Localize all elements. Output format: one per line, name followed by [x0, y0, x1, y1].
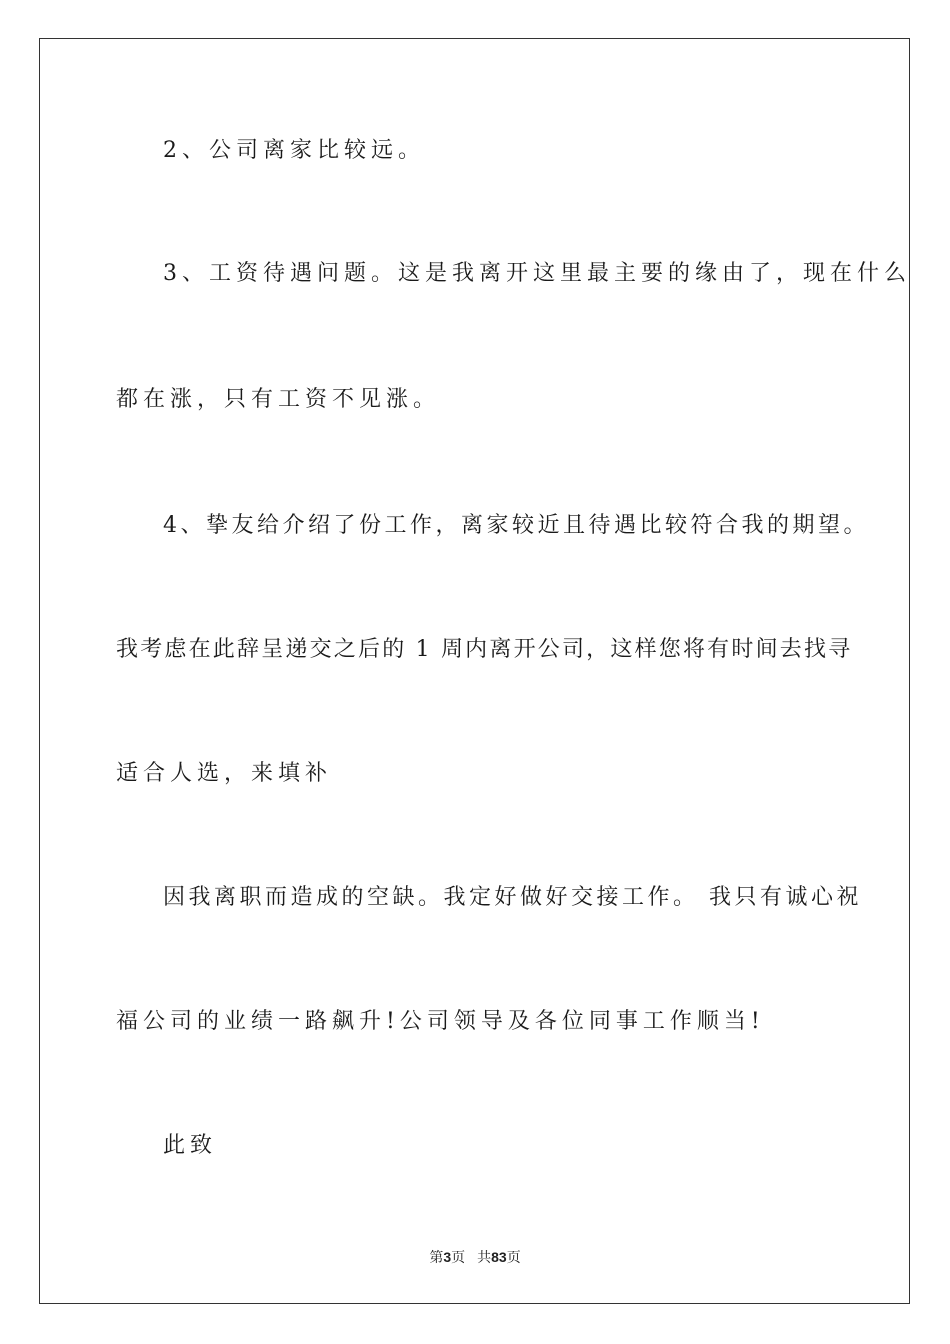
page-border [39, 38, 910, 1304]
paragraph-line-7: 因我离职而造成的空缺。我定好做好交接工作。 我只有诚心祝 [163, 885, 862, 910]
paragraph-line-6: 适合人选，来填补 [116, 761, 333, 786]
paragraph-line-8: 福公司的业绩一路飙升!公司领导及各位同事工作顺当! [116, 1009, 765, 1034]
paragraph-line-1: 2、公司离家比较远。 [163, 138, 425, 163]
page-total: 83 [491, 1249, 507, 1265]
closing-salutation: 此致 [163, 1133, 218, 1158]
paragraph-line-2: 3、工资待遇问题。这是我离开这里最主要的缘由了，现在什么 [163, 261, 911, 286]
total-prefix: 共 [477, 1250, 492, 1266]
paragraph-line-3: 都在涨，只有工资不见涨。 [116, 387, 441, 412]
total-suffix: 页 [506, 1250, 521, 1266]
page-footer [0, 1248, 950, 1267]
page-current: 3 [443, 1249, 452, 1265]
page-prefix: 第 [429, 1250, 444, 1266]
page-suffix: 页 [451, 1250, 466, 1266]
paragraph-line-5: 我考虑在此辞呈递交之后的 1 周内离开公司，这样您将有时间去找寻 [116, 637, 853, 662]
paragraph-line-4: 4、挚友给介绍了份工作，离家较近且待遇比较符合我的期望。 [163, 513, 869, 538]
